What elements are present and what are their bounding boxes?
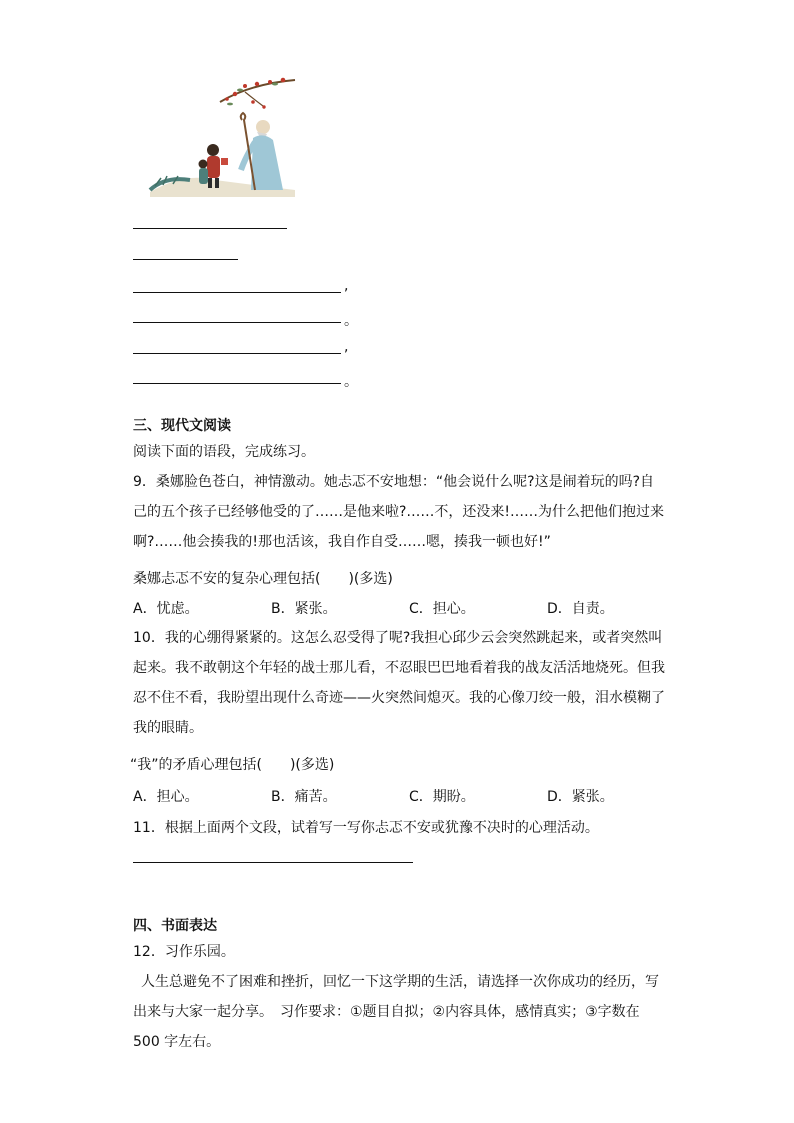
question-9-passage: 9．桑娜脸色苍白，神情激动。她忐忑不安地想：“他会说什么呢?这是闹着玩的吗?自己的五个孩子已经够他受的了……是他来啦?……不，还没来!……为什么把他们抱过来啊?……他会揍我的!那也活该，我自作自受……嗯，揍我一顿也好!” <box>133 474 665 550</box>
blank-punctuation: 。 <box>344 313 358 329</box>
answer-blank-line[interactable] <box>133 353 341 354</box>
option-a[interactable]: A．忧虑。 <box>133 601 199 617</box>
question-9-prompt: 桑娜忐忑不安的复杂心理包括( )(多选) <box>133 571 393 587</box>
answer-blank-line[interactable] <box>133 862 413 863</box>
illustration-elder-and-child <box>145 72 300 197</box>
option-a[interactable]: A．担心。 <box>133 789 199 805</box>
answer-blank-line[interactable] <box>133 259 238 260</box>
option-d[interactable]: D．紧张。 <box>547 789 614 805</box>
question-12-label: 12．习作乐园。 <box>133 944 235 960</box>
question-12-passage: 人生总避免不了困难和挫折，回忆一下这学期的生活，请选择一次你成功的经历，写出来与大家一起分享。 习作要求：①题目自拟；②内容具体，感情真实；③字数在 500 字左右。 <box>133 974 659 1050</box>
option-c[interactable]: C．担心。 <box>409 601 475 617</box>
question-10-passage: 10．我的心绷得紧紧的。这怎么忍受得了呢?我担心邱少云会突然跳起来，或者突然叫起来。我不敢朝这个年轻的战士那儿看，不忍眼巴巴地看着我的战友活活地烧死。但我忍不住不看，我盼望出现什么奇迹——火突然间熄灭。我的心像刀绞一般，泪水模糊了我的眼睛。 <box>133 630 665 736</box>
option-b[interactable]: B．紧张。 <box>271 601 337 617</box>
blank-punctuation: , <box>344 339 349 355</box>
section-title: 四、书面表达 <box>133 918 217 934</box>
blank-punctuation: , <box>344 278 349 294</box>
question-11-prompt: 11．根据上面两个文段，试着写一写你忐忑不安或犹豫不决时的心理活动。 <box>133 820 599 836</box>
answer-blank-line[interactable] <box>133 228 287 229</box>
option-b[interactable]: B．痛苦。 <box>271 789 337 805</box>
answer-blank-line[interactable] <box>133 383 341 384</box>
answer-blank-line[interactable] <box>133 292 341 293</box>
blank-punctuation: 。 <box>344 374 358 390</box>
section-instruction: 阅读下面的语段，完成练习。 <box>133 444 315 460</box>
option-c[interactable]: C．期盼。 <box>409 789 475 805</box>
option-d[interactable]: D．自责。 <box>547 601 614 617</box>
question-10-prompt: “我”的矛盾心理包括( )(多选) <box>130 757 335 773</box>
answer-blank-line[interactable] <box>133 322 341 323</box>
section-title: 三、现代文阅读 <box>133 418 231 434</box>
